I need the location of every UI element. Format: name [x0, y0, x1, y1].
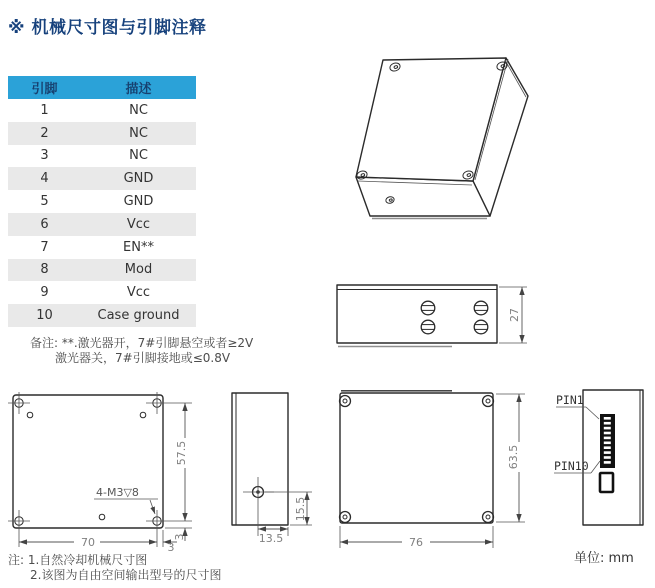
footnote-line-2: 2.该图为自由空间输出型号的尺寸图 [30, 568, 222, 582]
pin10-label: PIN10 [554, 459, 589, 473]
table-row: 10 Case ground [8, 304, 196, 327]
table-row: 7 EN** [40, 239, 154, 255]
page-title: ※ 机械尺寸图与引脚注释 [8, 18, 207, 38]
pin-column-header: 引脚 [8, 76, 81, 99]
table-row: 3 NC [40, 148, 148, 164]
dim-3-horizontal-label: 3 [167, 541, 175, 554]
table-row: 9 Vcc [40, 285, 151, 301]
remark-line-2: 激光器关，7#引脚接地或≤0.8V [55, 351, 231, 365]
dim-57-5-label: 57.5 [175, 440, 188, 466]
end-view [232, 393, 312, 545]
table-row: 2 NC [8, 122, 196, 145]
output-aperture [600, 473, 613, 492]
desc-column-header: 描述 [81, 76, 196, 99]
pin-header-connector [600, 414, 615, 468]
top-view [340, 391, 526, 549]
dim-76-label: 76 [409, 536, 423, 549]
table-row: 8 Mod [8, 259, 196, 282]
thread-callout-label: 4-M3▽8 [96, 486, 139, 499]
dim-3-vertical-label: 3 [173, 533, 186, 541]
side-view [337, 285, 527, 347]
remark-line-1: 备注: **.激光器开，7#引脚悬空或者≥2V [30, 336, 254, 350]
table-row: 4 GND [8, 167, 196, 190]
dim-15-5-label: 15.5 [294, 496, 307, 522]
dim-70-label: 70 [81, 536, 95, 549]
dim-27-label: 27 [508, 308, 521, 322]
table-row: 1 NC [40, 102, 148, 118]
unit-label: 单位: mm [574, 551, 634, 566]
base-plate-view [8, 392, 192, 554]
isometric-view [356, 58, 528, 219]
dim-63-5-label: 63.5 [507, 444, 520, 470]
table-row: 5 GND [40, 194, 154, 210]
connector-view [554, 390, 643, 525]
pin1-label: PIN1 [556, 393, 584, 407]
dim-13-5-label: 13.5 [258, 532, 284, 545]
footnote-line-1: 注: 1.自然冷却机械尺寸图 [8, 553, 148, 567]
table-row: 6 Vcc [8, 213, 196, 236]
